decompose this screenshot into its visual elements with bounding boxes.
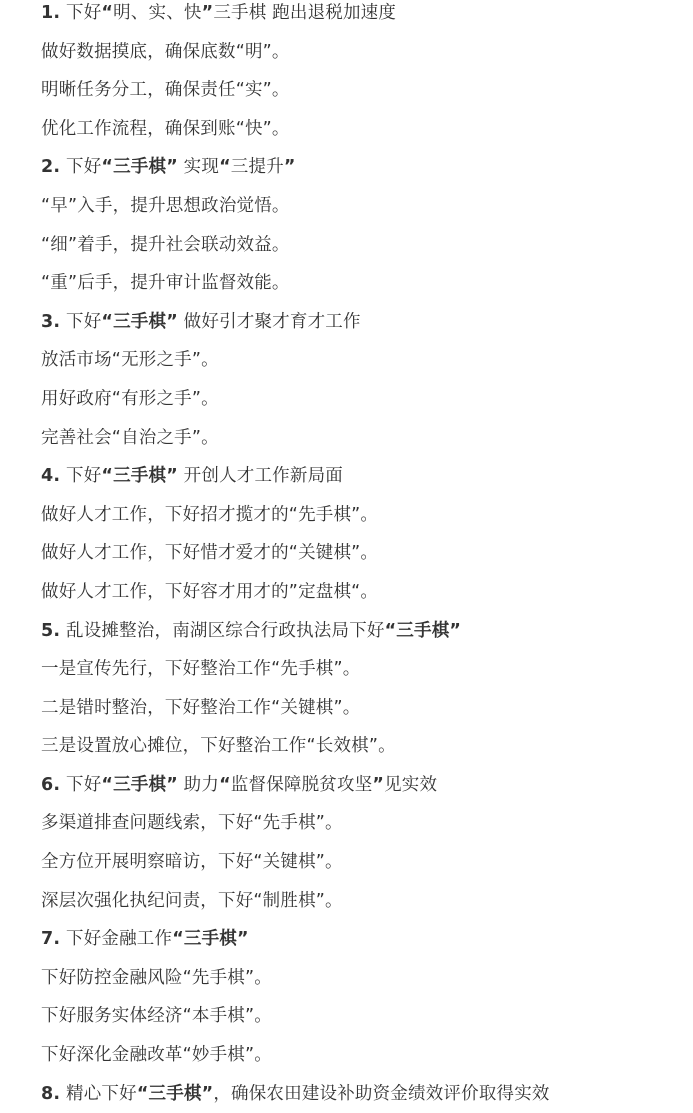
section-number: 7.: [41, 929, 61, 950]
section-heading-text: 乱设摊整治，南湖区综合行政执法局下好: [66, 620, 385, 641]
list-item: 二是错时整治，下好整治工作“关键棋”。: [41, 697, 361, 718]
section-heading: [41, 0, 681, 33]
section-number: 1.: [41, 3, 61, 23]
section-heading-text: 做好引才聚才育才工作: [177, 311, 361, 332]
list-item: “早”入手，提升思想政治觉悟。: [41, 195, 290, 216]
section-heading-text: ”: [201, 3, 214, 23]
list-item: “细”着手，提升社会联动效益。: [41, 234, 290, 255]
list-item: 做好数据摸底，确保底数“明”。: [41, 41, 290, 62]
article-body: [41, 0, 681, 1113]
list-item: 用好政府“有形之手”。: [41, 388, 219, 409]
list-item: 做好人才工作，下好招才揽才的“先手棋”。: [41, 504, 379, 525]
section-heading-text: “三手棋”: [101, 466, 178, 487]
list-item: “重”后手，提升审计监督效能。: [41, 273, 290, 294]
section-heading-text: ”: [372, 774, 385, 795]
section-heading-text: 下好: [66, 157, 102, 178]
section-number: 5.: [41, 620, 61, 641]
list-item: 做好人才工作，下好容才用才的”定盘棋“。: [41, 581, 379, 602]
list-item: 一是宣传先行，下好整治工作“先手棋”。: [41, 659, 361, 680]
section-heading: [41, 612, 681, 651]
section-heading-text: 精心下好: [66, 1083, 137, 1104]
section-heading-text: 下好: [66, 3, 102, 23]
section-heading-text: 助力: [177, 774, 220, 795]
section-heading-text: ”: [283, 157, 296, 178]
section-number: 6.: [41, 774, 61, 795]
section-heading-text: 三手棋 跑出退税加速度: [213, 3, 397, 23]
section-heading: [41, 457, 681, 496]
section-number: 8.: [41, 1083, 61, 1104]
list-item: 深层次强化执纪问责，下好“制胜棋”。: [41, 890, 343, 911]
list-item: 全方位开展明察暗访，下好“关键棋”。: [41, 852, 343, 873]
section-heading-text: 开创人才工作新局面: [177, 466, 343, 487]
list-item: 多渠道排查问题线索，下好“先手棋”。: [41, 813, 343, 834]
section-heading-text: “三手棋”: [101, 774, 178, 795]
section-number: 2.: [41, 157, 61, 178]
list-item: 做好人才工作，下好惜才爱才的“关键棋”。: [41, 543, 379, 564]
section-heading: [41, 148, 681, 187]
section-heading-text: 三提升: [230, 157, 284, 178]
section-heading: [41, 766, 681, 805]
list-item: 下好服务实体经济“本手棋”。: [41, 1006, 272, 1027]
section-heading-text: “: [101, 3, 114, 23]
section-heading-text: 下好: [66, 466, 102, 487]
section-number: 4.: [41, 466, 61, 487]
section-heading-text: “三手棋”: [172, 929, 249, 950]
section-heading-text: 见实效: [384, 774, 438, 795]
section-heading-text: ，确保农田建设补助资金绩效评价取得实效: [213, 1083, 550, 1104]
section-heading-text: “: [219, 774, 231, 795]
section-heading-text: 明、实、快: [113, 3, 202, 23]
section-number: 3.: [41, 311, 61, 332]
list-item: 下好防控金融风险“先手棋”。: [41, 967, 272, 988]
list-item: 放活市场“无形之手”。: [41, 350, 219, 371]
section-heading-text: 下好金融工作: [66, 929, 173, 950]
section-heading-text: 实现: [177, 157, 220, 178]
list-item: 明晰任务分工，确保责任“实”。: [41, 80, 290, 101]
section-heading: [41, 920, 681, 959]
list-item: 下好深化金融改革“妙手棋”。: [41, 1045, 272, 1066]
section-heading: [41, 303, 681, 342]
section-heading-text: 下好: [66, 311, 102, 332]
section-heading-text: “三手棋”: [384, 620, 462, 641]
section-heading-text: “: [219, 157, 231, 178]
section-heading-text: “三手棋”: [101, 157, 178, 178]
list-item: 三是设置放心摊位，下好整治工作“长效棋”。: [41, 736, 396, 757]
section-heading: [41, 1075, 681, 1113]
section-heading-text: 下好: [66, 774, 102, 795]
section-heading-text: “三手棋”: [136, 1083, 214, 1104]
section-heading-text: 监督保障脱贫攻坚: [230, 774, 373, 795]
list-item: 优化工作流程，确保到账“快”。: [41, 118, 290, 139]
section-heading-text: “三手棋”: [101, 311, 178, 332]
list-item: 完善社会“自治之手”。: [41, 427, 219, 448]
